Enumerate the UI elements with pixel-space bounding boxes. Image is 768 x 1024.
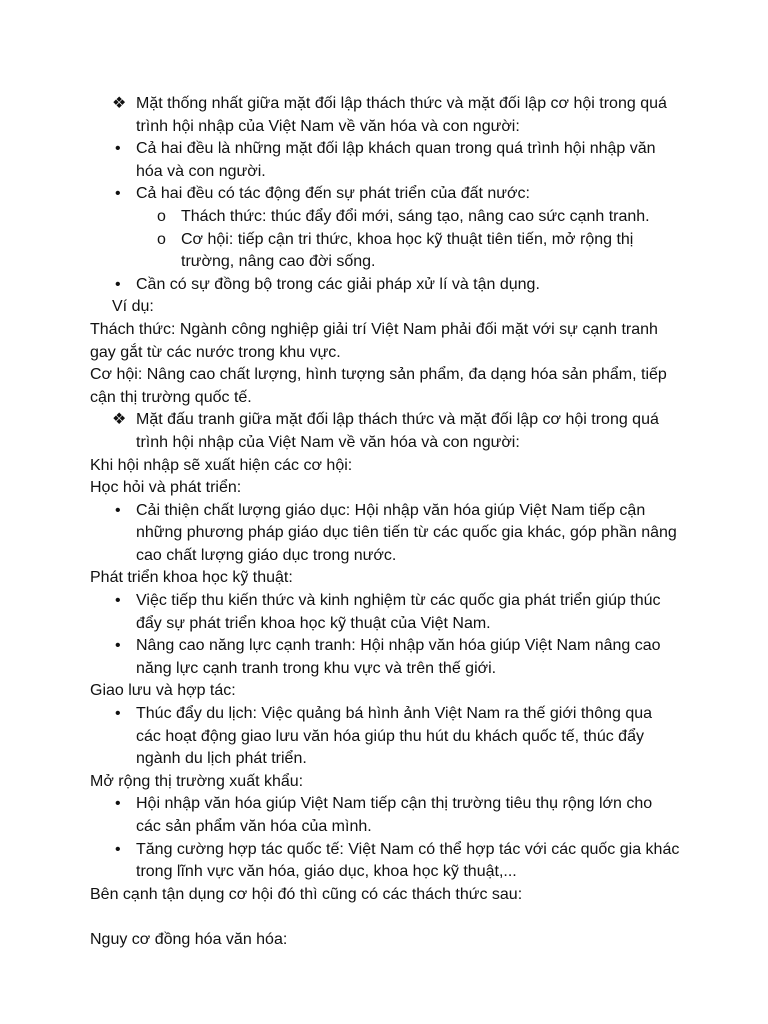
circle-bullet-icon: o <box>157 207 166 225</box>
bullet-item <box>90 793 680 838</box>
paragraph-text: Mặt thống nhất giữa mặt đối lập thách thức và mặt đối lập cơ hội trong quá trình hội nhập của Việt Nam về văn hóa và con người: <box>136 95 667 135</box>
bullet-icon: • <box>115 185 121 203</box>
paragraph-text: Mặt đấu tranh giữa mặt đối lập thách thức và mặt đối lập cơ hội trong quá trình hội nhập của Việt Nam về văn hóa và con người: <box>136 411 659 451</box>
bullet-icon: • <box>115 840 121 858</box>
paragraph-text: Hội nhập văn hóa giúp Việt Nam tiếp cận thị trường tiêu thụ rộng lớn cho các sản phẩm văn hóa của mình. <box>136 795 653 835</box>
bullet-item <box>90 274 680 297</box>
opportunity-example: Cơ hội: Nâng cao chất lượng, hình tượng sản phẩm, đa dạng hóa sản phẩm, tiếp cận thị trường quốc tế. <box>90 366 667 406</box>
bullet-item <box>90 138 680 183</box>
paragraph-text: Tăng cường hợp tác quốc tế: Việt Nam có thể hợp tác với các quốc gia khác trong lĩnh vực văn hóa, giáo dục, khoa học kỹ thuật,... <box>136 840 680 881</box>
paragraph-text: Cần có sự đồng bộ trong các giải pháp xử lí và tận dụng. <box>136 275 540 293</box>
paragraph-text: Nâng cao năng lực cạnh tranh: Hội nhập văn hóa giúp Việt Nam nâng cao năng lực cạnh tranh trong khu vực và trên thế giới. <box>136 637 661 677</box>
document-body <box>90 93 680 952</box>
diamond-bullet-icon: ❖ <box>112 411 127 429</box>
section-heading: Giao lưu và hợp tác: <box>90 682 236 700</box>
section-heading: Nguy cơ đồng hóa văn hóa: <box>90 930 288 948</box>
paragraph-text: Việc tiếp thu kiến thức và kinh nghiệm từ các quốc gia phát triển giúp thúc đẩy sự phát triển khoa học kỹ thuật của Việt Nam. <box>136 592 661 632</box>
paragraph-text: Cơ hội: tiếp cận tri thức, khoa học kỹ thuật tiên tiến, mở rộng thị trường, nâng cao đời sống. <box>181 230 634 271</box>
bullet-item <box>90 590 680 635</box>
bullet-icon: • <box>115 705 121 723</box>
sub-bullet-item <box>90 229 680 274</box>
diamond-bullet-icon: ❖ <box>112 95 127 112</box>
paragraph-text: Cả hai đều là những mặt đối lập khách quan trong quá trình hội nhập văn hóa và con người. <box>136 140 656 180</box>
paragraph: Khi hội nhập sẽ xuất hiện các cơ hội: <box>90 456 353 474</box>
bullet-icon: • <box>115 501 121 519</box>
section-heading: Mở rộng thị trường xuất khẩu: <box>90 772 304 790</box>
circle-bullet-icon: o <box>157 230 166 248</box>
section-heading: Học hỏi và phát triển: <box>90 479 242 497</box>
bullet-item <box>90 500 680 568</box>
paragraph-text: Thách thức: thúc đẩy đổi mới, sáng tạo, nâng cao sức cạnh tranh. <box>181 207 650 225</box>
example-label: Ví dụ: <box>112 298 154 316</box>
paragraph: Bên cạnh tận dụng cơ hội đó thì cũng có các thách thức sau: <box>90 885 523 903</box>
bullet-item <box>90 839 680 884</box>
section-heading: Phát triển khoa học kỹ thuật: <box>90 569 293 587</box>
bullet-icon: • <box>115 140 121 158</box>
bullet-icon: • <box>115 592 121 610</box>
diamond-item <box>90 93 680 138</box>
bullet-item <box>90 183 680 206</box>
bullet-icon: • <box>115 795 121 813</box>
paragraph-text: Cả hai đều có tác động đến sự phát triển của đất nước: <box>136 185 530 203</box>
sub-bullet-item <box>90 206 680 229</box>
bullet-icon: • <box>115 275 121 293</box>
paragraph-text: Thúc đẩy du lịch: Việc quảng bá hình ảnh Việt Nam ra thế giới thông qua các hoạt động giao lưu văn hóa giúp thu hút du khách quốc tế, thúc đẩy ngành du lịch phát triển. <box>136 705 653 768</box>
diamond-item <box>90 409 680 454</box>
bullet-item <box>90 703 680 771</box>
bullet-item <box>90 635 680 680</box>
challenge-example: Thách thức: Ngành công nghiệp giải trí Việt Nam phải đối mặt với sự cạnh tranh gay gắt từ các nước trong khu vực. <box>90 320 658 361</box>
paragraph-text: Cải thiện chất lượng giáo dục: Hội nhập văn hóa giúp Việt Nam tiếp cận những phương pháp giáo dục tiên tiến từ các quốc gia khác, góp phần nâng cao chất lượng giáo dục trong nước. <box>136 501 677 564</box>
blank-line <box>90 906 680 929</box>
bullet-icon: • <box>115 637 121 655</box>
